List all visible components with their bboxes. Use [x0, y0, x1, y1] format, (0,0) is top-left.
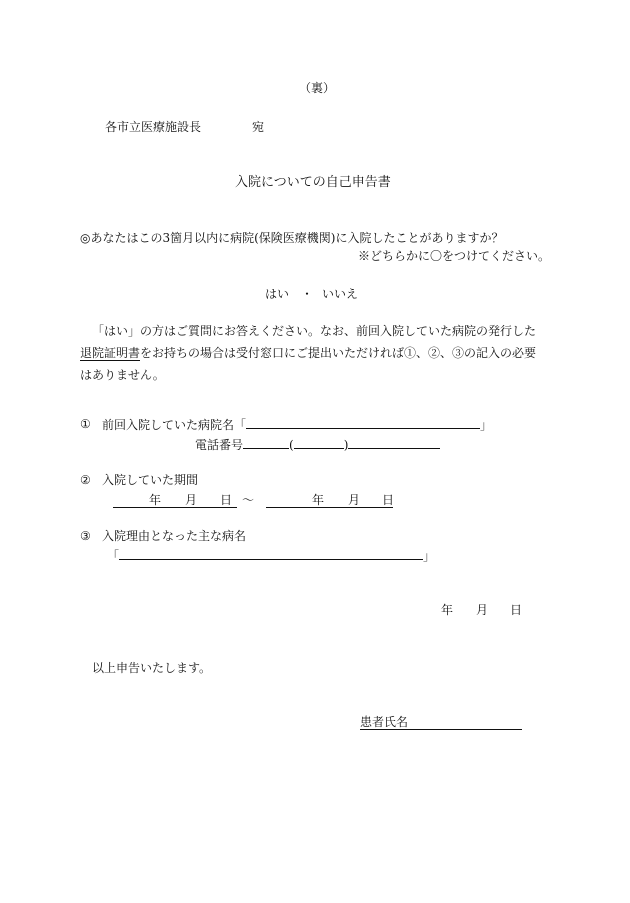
phone-exchange-field[interactable]	[294, 436, 344, 449]
discharge-certificate-term: 退院証明書	[80, 346, 141, 360]
period-start-field[interactable]	[113, 492, 237, 508]
period-end-day: 日	[382, 493, 395, 507]
addressee: 各市立医療施設長	[105, 120, 202, 134]
period-start-year: 年	[149, 493, 162, 507]
instruction-part1: 「はい」の方はご質問にお答えください。なお、前回入院していた病院の発行した	[92, 324, 537, 338]
closing-statement: 以上申告いたします。	[92, 661, 212, 675]
phone-label: 電話番号	[195, 438, 244, 452]
item2-number: ②	[80, 473, 91, 487]
instruction-paragraph	[80, 320, 546, 386]
question-note: ※どちらかに〇をつけてください。	[358, 249, 551, 263]
item1-label: 前回入院していた病院名「 」	[102, 418, 493, 432]
item1-number: ①	[80, 417, 91, 431]
period-start-month: 月	[185, 493, 198, 507]
period-end-year: 年	[312, 493, 325, 507]
date-year-label: 年	[441, 603, 454, 617]
addressee-honorific: 宛	[252, 120, 265, 134]
diagnosis-field[interactable]	[119, 547, 423, 560]
period-tilde: ～	[242, 493, 255, 507]
item1-close: 」	[480, 418, 493, 432]
period-end-month: 月	[348, 493, 361, 507]
phone-number-field[interactable]	[348, 436, 440, 449]
instruction-part2: をお持ちの場合は受付窓口にご提出いただければ①、②、③の記入の必要はありません。	[80, 346, 537, 382]
item3-number: ③	[80, 529, 91, 543]
question-text: ◎あなたはこの3箇月以内に病院(保険医療機関)に入院したことがありますか？	[80, 231, 504, 245]
phone-area-field[interactable]	[243, 436, 289, 449]
answer-yes[interactable]: はい	[265, 287, 290, 301]
hospital-name-field[interactable]	[246, 416, 480, 429]
item2-label: 入院していた期間	[102, 473, 199, 487]
period-start-day: 日	[220, 493, 233, 507]
date-month-label: 月	[476, 603, 489, 617]
answer-no[interactable]: いいえ	[322, 287, 359, 301]
answer-separator: ・	[301, 287, 314, 301]
phone-row: 電話番号 ( )	[195, 436, 440, 453]
item3-label: 入院理由となった主な病名	[102, 529, 247, 543]
document-title: 入院についての自己申告書	[235, 175, 391, 190]
period-end-field[interactable]	[266, 492, 393, 508]
diagnosis-row: 「 」	[107, 549, 436, 563]
date-day-label: 日	[510, 603, 523, 617]
patient-name-label: 患者氏名	[360, 715, 409, 729]
patient-name-field[interactable]	[360, 714, 522, 730]
back-side-label: （裏）	[299, 81, 336, 95]
